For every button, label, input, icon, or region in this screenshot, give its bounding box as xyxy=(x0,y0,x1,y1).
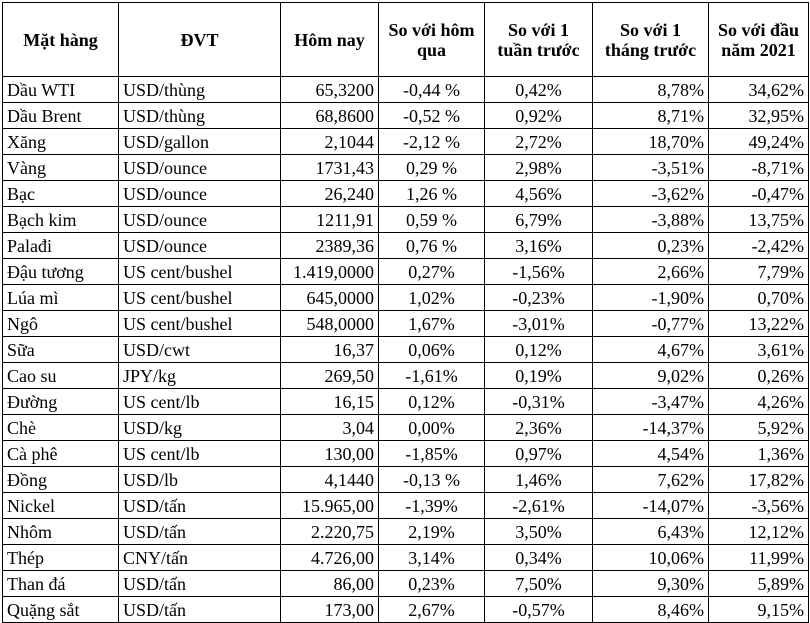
table-row xyxy=(3,519,809,545)
cell-vs-week: 3,50% xyxy=(485,519,593,545)
table-row xyxy=(3,441,809,467)
header-vs-year-start: So với đầu năm 2021 xyxy=(709,3,809,77)
cell-vs-year-start: 3,61% xyxy=(709,337,809,363)
cell-commodity: Thép xyxy=(3,545,119,571)
cell-unit: USD/lb xyxy=(119,467,281,493)
cell-commodity: Quặng sắt xyxy=(3,597,119,623)
cell-vs-yesterday: -0,44 % xyxy=(379,77,485,103)
cell-vs-week: -0,57% xyxy=(485,597,593,623)
cell-vs-month: -1,90% xyxy=(593,285,709,311)
cell-vs-year-start: 32,95% xyxy=(709,103,809,129)
cell-vs-year-start: 12,12% xyxy=(709,519,809,545)
cell-vs-yesterday: 2,67% xyxy=(379,597,485,623)
cell-vs-yesterday: 1,67% xyxy=(379,311,485,337)
cell-vs-year-start: 11,99% xyxy=(709,545,809,571)
cell-vs-year-start: 34,62% xyxy=(709,77,809,103)
cell-today: 548,0000 xyxy=(281,311,379,337)
cell-today: 1.419,0000 xyxy=(281,259,379,285)
table-row xyxy=(3,311,809,337)
cell-today: 15.965,00 xyxy=(281,493,379,519)
cell-vs-yesterday: 0,59 % xyxy=(379,207,485,233)
cell-vs-week: 0,42% xyxy=(485,77,593,103)
table-row xyxy=(3,363,809,389)
cell-today: 65,3200 xyxy=(281,77,379,103)
cell-vs-week: 0,92% xyxy=(485,103,593,129)
cell-vs-week: 0,97% xyxy=(485,441,593,467)
cell-vs-week: 7,50% xyxy=(485,571,593,597)
cell-unit: US cent/bushel xyxy=(119,259,281,285)
cell-today: 26,240 xyxy=(281,181,379,207)
cell-vs-yesterday: -1,85% xyxy=(379,441,485,467)
cell-vs-month: 2,66% xyxy=(593,259,709,285)
commodity-price-table xyxy=(2,2,809,623)
cell-vs-month: 4,54% xyxy=(593,441,709,467)
cell-vs-month: -0,77% xyxy=(593,311,709,337)
cell-unit: US cent/lb xyxy=(119,389,281,415)
cell-vs-month: -3,47% xyxy=(593,389,709,415)
table-row xyxy=(3,129,809,155)
cell-unit: JPY/kg xyxy=(119,363,281,389)
cell-unit: USD/tấn xyxy=(119,493,281,519)
cell-vs-month: 9,30% xyxy=(593,571,709,597)
cell-vs-yesterday: 0,76 % xyxy=(379,233,485,259)
cell-unit: USD/tấn xyxy=(119,597,281,623)
table-row xyxy=(3,77,809,103)
cell-vs-year-start: 5,92% xyxy=(709,415,809,441)
cell-commodity: Lúa mì xyxy=(3,285,119,311)
cell-vs-year-start: 9,15% xyxy=(709,597,809,623)
cell-vs-yesterday: 0,23% xyxy=(379,571,485,597)
cell-vs-month: 9,02% xyxy=(593,363,709,389)
cell-vs-yesterday: 3,14% xyxy=(379,545,485,571)
table-row xyxy=(3,493,809,519)
cell-commodity: Nickel xyxy=(3,493,119,519)
cell-commodity: Dầu WTI xyxy=(3,77,119,103)
cell-today: 86,00 xyxy=(281,571,379,597)
cell-vs-year-start: 0,26% xyxy=(709,363,809,389)
table-row xyxy=(3,103,809,129)
cell-unit: USD/ounce xyxy=(119,155,281,181)
table-row xyxy=(3,545,809,571)
cell-vs-month: 4,67% xyxy=(593,337,709,363)
cell-vs-year-start: 4,26% xyxy=(709,389,809,415)
cell-vs-week: 6,79% xyxy=(485,207,593,233)
cell-vs-week: 0,12% xyxy=(485,337,593,363)
cell-today: 68,8600 xyxy=(281,103,379,129)
cell-vs-week: 4,56% xyxy=(485,181,593,207)
cell-vs-year-start: 1,36% xyxy=(709,441,809,467)
cell-vs-week: 0,34% xyxy=(485,545,593,571)
cell-vs-month: -3,88% xyxy=(593,207,709,233)
cell-commodity: Bạch kim xyxy=(3,207,119,233)
cell-today: 16,37 xyxy=(281,337,379,363)
cell-commodity: Đường xyxy=(3,389,119,415)
cell-vs-month: 10,06% xyxy=(593,545,709,571)
cell-vs-week: 2,98% xyxy=(485,155,593,181)
cell-vs-week: 2,72% xyxy=(485,129,593,155)
cell-unit: US cent/bushel xyxy=(119,285,281,311)
cell-unit: USD/gallon xyxy=(119,129,281,155)
cell-today: 130,00 xyxy=(281,441,379,467)
cell-unit: CNY/tấn xyxy=(119,545,281,571)
cell-today: 1211,91 xyxy=(281,207,379,233)
cell-vs-yesterday: 0,06% xyxy=(379,337,485,363)
table-row xyxy=(3,571,809,597)
cell-vs-week: -0,31% xyxy=(485,389,593,415)
cell-vs-week: -0,23% xyxy=(485,285,593,311)
cell-vs-yesterday: -0,52 % xyxy=(379,103,485,129)
cell-commodity: Dầu Brent xyxy=(3,103,119,129)
table-header-row xyxy=(3,3,809,77)
header-vs-yesterday: So với hôm qua xyxy=(379,3,485,77)
cell-vs-yesterday: -1,61% xyxy=(379,363,485,389)
cell-vs-yesterday: 1,26 % xyxy=(379,181,485,207)
cell-vs-week: 2,36% xyxy=(485,415,593,441)
cell-unit: USD/tấn xyxy=(119,519,281,545)
cell-unit: USD/cwt xyxy=(119,337,281,363)
cell-today: 4,1440 xyxy=(281,467,379,493)
cell-commodity: Cao su xyxy=(3,363,119,389)
table-row xyxy=(3,467,809,493)
cell-commodity: Vàng xyxy=(3,155,119,181)
cell-vs-week: 1,46% xyxy=(485,467,593,493)
cell-commodity: Đồng xyxy=(3,467,119,493)
cell-unit: USD/ounce xyxy=(119,207,281,233)
cell-vs-week: -3,01% xyxy=(485,311,593,337)
table-row xyxy=(3,207,809,233)
cell-vs-month: 8,46% xyxy=(593,597,709,623)
header-vs-month: So với 1 tháng trước xyxy=(593,3,709,77)
cell-vs-month: 18,70% xyxy=(593,129,709,155)
cell-commodity: Cà phê xyxy=(3,441,119,467)
cell-vs-week: -2,61% xyxy=(485,493,593,519)
cell-vs-yesterday: -0,13 % xyxy=(379,467,485,493)
cell-commodity: Ngô xyxy=(3,311,119,337)
cell-vs-year-start: 13,75% xyxy=(709,207,809,233)
cell-vs-month: -3,51% xyxy=(593,155,709,181)
cell-commodity: Bạc xyxy=(3,181,119,207)
cell-today: 269,50 xyxy=(281,363,379,389)
table-row xyxy=(3,233,809,259)
cell-vs-yesterday: 1,02% xyxy=(379,285,485,311)
cell-vs-yesterday: 2,19% xyxy=(379,519,485,545)
cell-vs-month: -3,62% xyxy=(593,181,709,207)
cell-vs-year-start: -0,47% xyxy=(709,181,809,207)
cell-unit: USD/ounce xyxy=(119,181,281,207)
table-row xyxy=(3,337,809,363)
cell-vs-week: 3,16% xyxy=(485,233,593,259)
cell-vs-year-start: -8,71% xyxy=(709,155,809,181)
cell-commodity: Palađi xyxy=(3,233,119,259)
cell-vs-month: -14,37% xyxy=(593,415,709,441)
cell-vs-month: -14,07% xyxy=(593,493,709,519)
cell-commodity: Nhôm xyxy=(3,519,119,545)
table-row xyxy=(3,181,809,207)
cell-unit: USD/tấn xyxy=(119,571,281,597)
cell-commodity: Chè xyxy=(3,415,119,441)
table-row xyxy=(3,389,809,415)
cell-commodity: Than đá xyxy=(3,571,119,597)
cell-unit: USD/thùng xyxy=(119,103,281,129)
cell-vs-year-start: 13,22% xyxy=(709,311,809,337)
header-today: Hôm nay xyxy=(281,3,379,77)
cell-unit: US cent/lb xyxy=(119,441,281,467)
cell-today: 2389,36 xyxy=(281,233,379,259)
cell-unit: USD/ounce xyxy=(119,233,281,259)
cell-vs-month: 7,62% xyxy=(593,467,709,493)
cell-today: 2,1044 xyxy=(281,129,379,155)
cell-vs-month: 8,78% xyxy=(593,77,709,103)
table-row xyxy=(3,155,809,181)
cell-vs-year-start: 0,70% xyxy=(709,285,809,311)
cell-vs-yesterday: -2,12 % xyxy=(379,129,485,155)
cell-today: 4.726,00 xyxy=(281,545,379,571)
cell-today: 173,00 xyxy=(281,597,379,623)
cell-vs-yesterday: 0,27% xyxy=(379,259,485,285)
header-vs-week: So với 1 tuần trước xyxy=(485,3,593,77)
header-commodity: Mặt hàng xyxy=(3,3,119,77)
cell-unit: US cent/bushel xyxy=(119,311,281,337)
cell-today: 1731,43 xyxy=(281,155,379,181)
table-row xyxy=(3,415,809,441)
cell-vs-yesterday: 0,00% xyxy=(379,415,485,441)
cell-vs-yesterday: -1,39% xyxy=(379,493,485,519)
table-row xyxy=(3,597,809,623)
cell-vs-yesterday: 0,29 % xyxy=(379,155,485,181)
cell-vs-month: 0,23% xyxy=(593,233,709,259)
cell-today: 3,04 xyxy=(281,415,379,441)
cell-vs-week: 0,19% xyxy=(485,363,593,389)
cell-today: 645,0000 xyxy=(281,285,379,311)
header-unit: ĐVT xyxy=(119,3,281,77)
cell-vs-year-start: 49,24% xyxy=(709,129,809,155)
cell-unit: USD/thùng xyxy=(119,77,281,103)
cell-vs-yesterday: 0,12% xyxy=(379,389,485,415)
cell-vs-week: -1,56% xyxy=(485,259,593,285)
cell-vs-month: 8,71% xyxy=(593,103,709,129)
cell-commodity: Xăng xyxy=(3,129,119,155)
table-body xyxy=(3,77,809,623)
table-row xyxy=(3,259,809,285)
cell-commodity: Sữa xyxy=(3,337,119,363)
cell-vs-year-start: 17,82% xyxy=(709,467,809,493)
cell-vs-year-start: -3,56% xyxy=(709,493,809,519)
cell-vs-year-start: 7,79% xyxy=(709,259,809,285)
cell-unit: USD/kg xyxy=(119,415,281,441)
cell-today: 2.220,75 xyxy=(281,519,379,545)
table-row xyxy=(3,285,809,311)
cell-today: 16,15 xyxy=(281,389,379,415)
cell-vs-year-start: -2,42% xyxy=(709,233,809,259)
cell-vs-year-start: 5,89% xyxy=(709,571,809,597)
cell-vs-month: 6,43% xyxy=(593,519,709,545)
cell-commodity: Đậu tương xyxy=(3,259,119,285)
